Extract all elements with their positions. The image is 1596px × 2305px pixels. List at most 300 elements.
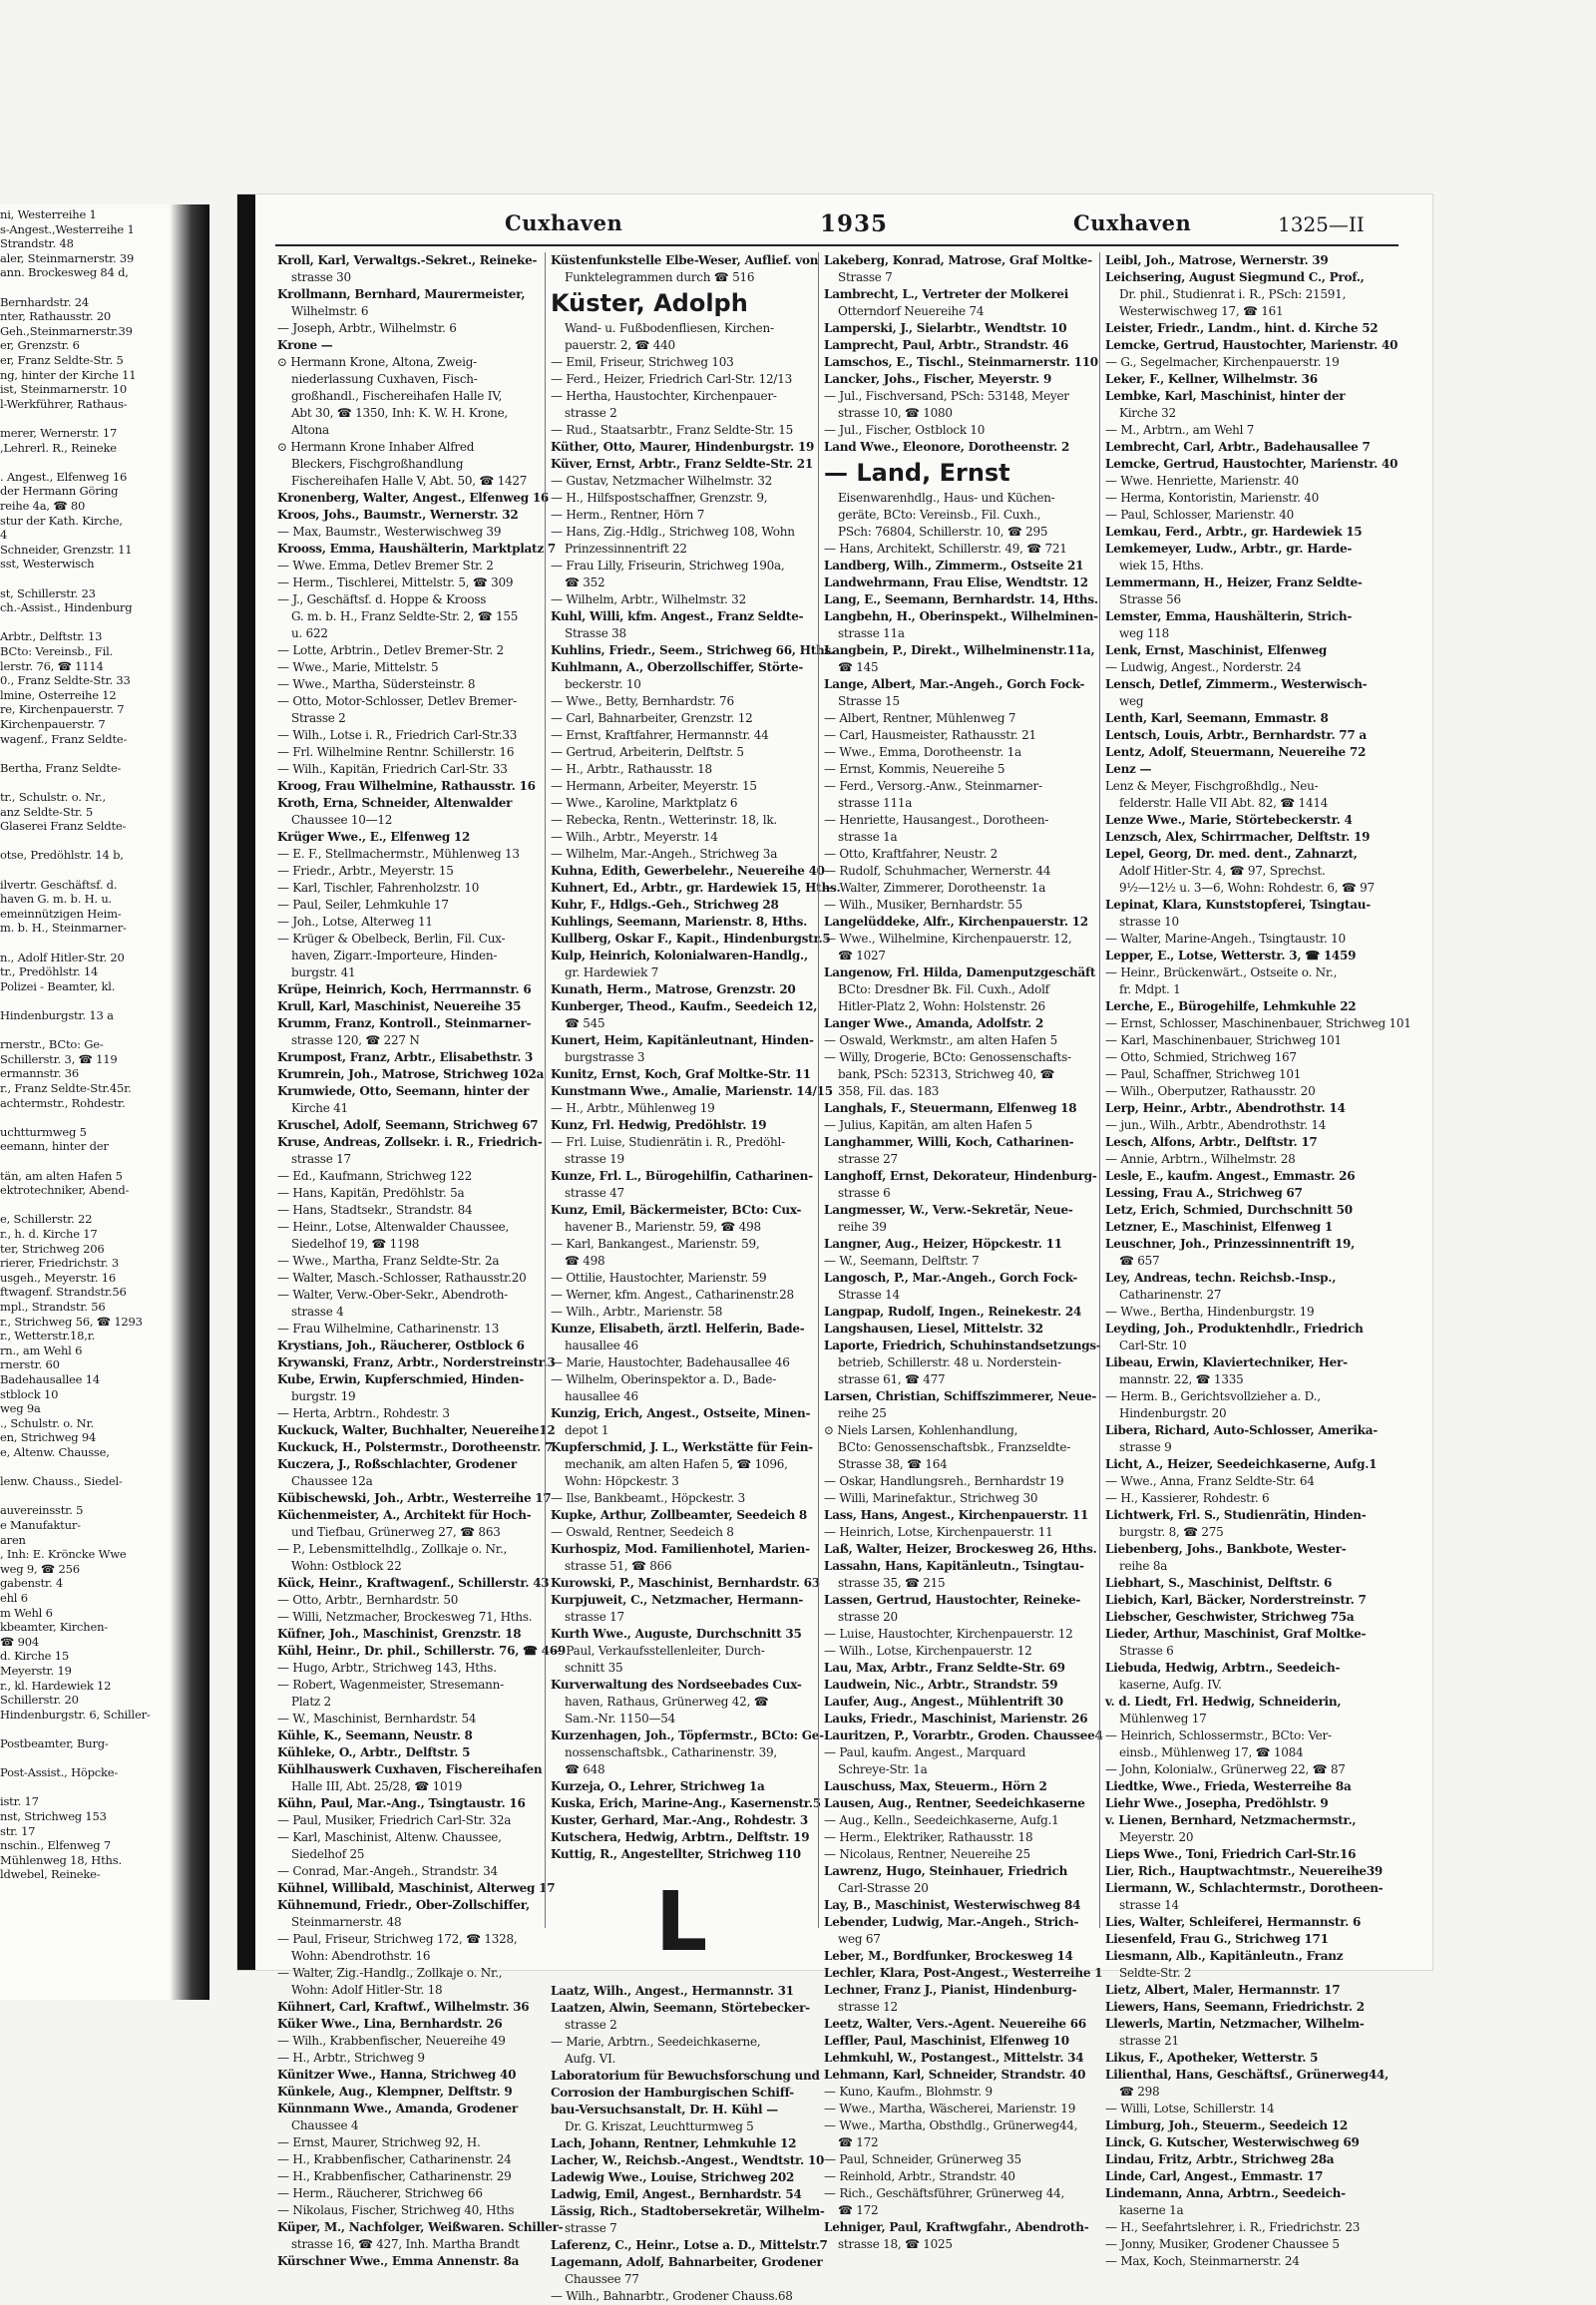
advertisement-heading: — Land, Ernst bbox=[824, 459, 1010, 487]
previous-page-line: Strandstr. 48 bbox=[0, 236, 74, 251]
entry-line: ⊙ Niels Larsen, Kohlenhandlung, bbox=[824, 1423, 1018, 1437]
entry-name-line: Langenow, Frl. Hilda, Damenputzgeschäft bbox=[824, 965, 1096, 979]
entry-continuation-line: Platz 2 bbox=[291, 1695, 331, 1709]
previous-page-line: ., Schulstr. o. Nr. bbox=[0, 1415, 95, 1430]
entry-continuation-line: mechanik, am alten Hafen 5, ☎ 1096, bbox=[565, 1457, 788, 1471]
previous-page-line: uchtturmweg 5 bbox=[0, 1124, 87, 1139]
entry-continuation-line: Strasse 14 bbox=[838, 1288, 900, 1302]
previous-page-line: Schneider, Grenzstr. 11 bbox=[0, 542, 133, 557]
entry-name-line: Langhammer, Willi, Koch, Catharinen- bbox=[824, 1135, 1074, 1149]
previous-page-line: Bernhardstr. 24 bbox=[0, 294, 89, 309]
entry-line: — Albert, Rentner, Mühlenweg 7 bbox=[824, 711, 1016, 725]
previous-page-line: l-Werkführer, Rathaus- bbox=[0, 396, 128, 411]
previous-page-line: rn., am Wehl 6 bbox=[0, 1343, 83, 1357]
entry-line: — E. F., Stellmachermstr., Mühlenweg 13 bbox=[277, 847, 520, 861]
entry-line: — Walter, Masch.-Schlosser, Rathausstr.20 bbox=[277, 1271, 527, 1285]
entry-line: — Frau Lilly, Friseurin, Strichweg 190a, bbox=[551, 559, 785, 573]
entry-continuation-line: strasse 61, ☎ 477 bbox=[838, 1372, 946, 1386]
header-year: 1935 bbox=[820, 210, 889, 237]
entry-line: — John, Kolonialw., Grünerweg 22, ☎ 87 bbox=[1105, 1762, 1346, 1776]
entry-continuation-line: G. m. b. H., Franz Seldte-Str. 2, ☎ 155 bbox=[291, 609, 519, 623]
entry-continuation-line: hausallee 46 bbox=[565, 1389, 638, 1403]
entry-name-line: Lechner, Franz J., Pianist, Hindenburg- bbox=[824, 1983, 1077, 1997]
entry-name-line: Kutschera, Hedwig, Arbtrn., Delftstr. 19 bbox=[551, 1830, 810, 1844]
entry-name-line: Liedtke, Wwe., Frieda, Westerreihe 8a bbox=[1105, 1779, 1352, 1793]
entry-line: — Wwe., Marie, Mittelstr. 5 bbox=[277, 660, 439, 674]
previous-page-line: stblock 10 bbox=[0, 1386, 59, 1401]
entry-name-line: Lambrecht, L., Vertreter der Molkerei bbox=[824, 287, 1069, 301]
entry-name-line: Lange, Albert, Mar.-Angeh., Gorch Fock- bbox=[824, 677, 1085, 691]
previous-page-line: aler, Steinmarnerstr. 39 bbox=[0, 250, 135, 265]
entry-name-line: Laudwein, Nic., Arbtr., Strandstr. 59 bbox=[824, 1678, 1058, 1692]
entry-name-line: Kronenberg, Walter, Angest., Elfenweg 16 bbox=[277, 491, 550, 505]
previous-page-line: rierer, Friedrichstr. 3 bbox=[0, 1256, 119, 1271]
entry-name-line: Lamprecht, Paul, Arbtr., Strandstr. 46 bbox=[824, 338, 1069, 352]
entry-line: — Paul, Schaffner, Strichweg 101 bbox=[1105, 1067, 1302, 1081]
entry-name-line: Letzner, E., Maschinist, Elfenweg 1 bbox=[1105, 1220, 1333, 1234]
entry-line: Lenz & Meyer, Fischgroßhdlg., Neu- bbox=[1105, 779, 1319, 793]
entry-line: — H., Arbtr., Rathausstr. 18 bbox=[551, 762, 712, 776]
entry-name-line: Lechler, Klara, Post-Angest., Westerreihe 1 bbox=[824, 1966, 1103, 1980]
previous-page-line: ilvertr. Geschäftsf. d. bbox=[0, 877, 118, 892]
entry-line: — Jul., Fischversand, PSch: 53148, Meyer bbox=[824, 389, 1069, 403]
previous-page-line: st, Schillerstr. 23 bbox=[0, 585, 96, 600]
entry-line: — M., Arbtrn., am Wehl 7 bbox=[1105, 423, 1255, 437]
entry-line: — Frau Wilhelmine, Catharinenstr. 13 bbox=[277, 1322, 500, 1336]
entry-name-line: Krumm, Franz, Kontroll., Steinmarner- bbox=[277, 1016, 532, 1030]
entry-line: — Oskar, Handlungsreh., Bernhardstr 19 bbox=[824, 1474, 1064, 1488]
entry-continuation-line: Kirche 41 bbox=[291, 1101, 348, 1115]
column-divider bbox=[545, 252, 546, 1928]
entry-name-line: Lier, Rich., Hauptwachtmstr., Neuereihe39 bbox=[1105, 1864, 1384, 1878]
entry-name-line: Liebhart, S., Maschinist, Delftstr. 6 bbox=[1105, 1576, 1333, 1590]
entry-name-line: Küver, Ernst, Arbtr., Franz Seldte-Str. 21 bbox=[551, 457, 813, 471]
entry-continuation-line: Dr. phil., Studienrat i. R., PSch: 21591, bbox=[1119, 287, 1347, 301]
entry-name-line: Kurzeja, O., Lehrer, Strichweg 1a bbox=[551, 1779, 765, 1793]
entry-continuation-line: bank, PSch: 52313, Strichweg 40, ☎ bbox=[838, 1067, 1055, 1081]
previous-page-line: rnerstr., BCto: Ge- bbox=[0, 1037, 104, 1052]
entry-continuation-line: Schreye-Str. 1a bbox=[838, 1762, 928, 1776]
entry-name-line: Kuttig, R., Angestellter, Strichweg 110 bbox=[551, 1847, 801, 1861]
entry-line: — Nicolaus, Rentner, Neuereihe 25 bbox=[824, 1847, 1030, 1861]
previous-page-line: ldwebel, Reineke- bbox=[0, 1867, 101, 1882]
entry-name-line: Lehmkuhl, W., Postangest., Mittelstr. 34 bbox=[824, 2051, 1084, 2065]
entry-name-line: Leichsering, August Siegmund C., Prof., bbox=[1105, 270, 1365, 284]
entry-name-line: Lenk, Ernst, Maschinist, Elfenweg bbox=[1105, 643, 1327, 657]
column-divider bbox=[818, 252, 819, 1928]
entry-line: — Wwe., Anna, Franz Seldte-Str. 64 bbox=[1105, 1474, 1315, 1488]
previous-page-line: aren bbox=[0, 1532, 26, 1547]
entry-name-line: Kunath, Herm., Matrose, Grenzstr. 20 bbox=[551, 982, 796, 996]
entry-line: — Heinr., Lotse, Altenwalder Chaussee, bbox=[277, 1220, 510, 1234]
entry-continuation-line: strasse 19 bbox=[565, 1152, 624, 1166]
previous-page-line: er, Grenzstr. 6 bbox=[0, 338, 80, 353]
entry-name-line: Kuhlings, Seemann, Marienstr. 8, Hths. bbox=[551, 915, 808, 929]
entry-continuation-line: strasse 17 bbox=[291, 1152, 351, 1166]
entry-continuation-line: Wohn: Höpckestr. 3 bbox=[565, 1474, 679, 1488]
entry-name-line: Leuschner, Joh., Prinzessinnentrift 19, bbox=[1105, 1237, 1356, 1251]
entry-line: — Gustav, Netzmacher Wilhelmstr. 32 bbox=[551, 474, 773, 488]
entry-line: — Walter, Marine-Angeh., Tsingtaustr. 10 bbox=[1105, 932, 1346, 946]
entry-name-line: Langshausen, Liesel, Mittelstr. 32 bbox=[824, 1322, 1043, 1336]
previous-page-line: ektrotechniker, Abend- bbox=[0, 1183, 130, 1198]
entry-continuation-line: großhandl., Fischereihafen Halle IV, bbox=[291, 389, 503, 403]
entry-name-line: Krone — bbox=[277, 338, 333, 352]
previous-page-line: Postbeamter, Burg- bbox=[0, 1736, 109, 1750]
entry-name-line: Kurth Wwe., Auguste, Durchschnitt 35 bbox=[551, 1627, 802, 1641]
entry-name-line: Kruschel, Adolf, Seemann, Strichweg 67 bbox=[277, 1118, 539, 1132]
entry-name-line: Kube, Erwin, Kupferschmied, Hinden- bbox=[277, 1372, 525, 1386]
entry-line: — Hugo, Arbtr., Strichweg 143, Hths. bbox=[277, 1661, 497, 1675]
entry-line: — Willi, Lotse, Schillerstr. 14 bbox=[1105, 2102, 1275, 2115]
entry-continuation-line: weg 118 bbox=[1119, 626, 1170, 640]
previous-page-line: rnerstr. 60 bbox=[0, 1357, 60, 1372]
entry-continuation-line: fr. Mdpt. 1 bbox=[1119, 982, 1181, 996]
entry-continuation-line: Seldte-Str. 2 bbox=[1119, 1966, 1192, 1980]
entry-line: — Rebecka, Rentn., Wetterinstr. 18, lk. bbox=[551, 813, 777, 827]
entry-name-line: Krumrein, Joh., Matrose, Strichweg 102a bbox=[277, 1067, 545, 1081]
entry-name-line: Liesenfeld, Frau G., Strichweg 171 bbox=[1105, 1932, 1329, 1946]
entry-line: — H., Kassierer, Rohdestr. 6 bbox=[1105, 1491, 1270, 1505]
entry-continuation-line: strasse 20 bbox=[838, 1610, 898, 1624]
entry-name-line: Linck, G. Kutscher, Westerwischweg 69 bbox=[1105, 2135, 1360, 2149]
entry-name-line: Liermann, W., Schlachtermstr., Dorotheen- bbox=[1105, 1881, 1384, 1895]
column-1 bbox=[277, 252, 566, 2268]
entry-name-line: Kuckuck, Walter, Buchhalter, Neuereihe12 bbox=[277, 1423, 556, 1437]
entry-name-line: Kühnert, Carl, Kraftwf., Wilhelmstr. 36 bbox=[277, 2000, 530, 2014]
entry-name-line: Krüpe, Heinrich, Koch, Herrmannstr. 6 bbox=[277, 982, 532, 996]
entry-name-line: Lenze Wwe., Marie, Störtebeckerstr. 4 bbox=[1105, 813, 1353, 827]
previous-page-line: nst, Strichweg 153 bbox=[0, 1809, 107, 1823]
previous-page-line: tr., Schulstr. o. Nr., bbox=[0, 790, 106, 804]
entry-line: — Joseph, Arbtr., Wilhelmstr. 6 bbox=[277, 321, 457, 335]
entry-name-line: Landwehrmann, Frau Elise, Wendtstr. 12 bbox=[824, 576, 1088, 589]
entry-name-line: Krumwiede, Otto, Seemann, hinter der bbox=[277, 1084, 530, 1098]
previous-page-line: stur der Kath. Kirche, bbox=[0, 513, 123, 528]
entry-name-line: Kunitz, Ernst, Koch, Graf Moltke-Str. 11 bbox=[551, 1067, 811, 1081]
entry-name-line: Lensch, Detlef, Zimmerm., Westerwisch- bbox=[1105, 677, 1368, 691]
entry-name-line: Lehniger, Paul, Kraftwgfahr., Abendroth- bbox=[824, 2220, 1089, 2234]
entry-line: — Ilse, Bankbeamt., Höpckestr. 3 bbox=[551, 1491, 745, 1505]
entry-continuation-line: Chaussee 10—12 bbox=[291, 813, 393, 827]
entry-line: — Otto, Kraftfahrer, Neustr. 2 bbox=[824, 847, 998, 861]
entry-name-line: Lenzsch, Alex, Schirrmacher, Delftstr. 19 bbox=[1105, 830, 1371, 844]
entry-name-line: Kunberger, Theod., Kaufm., Seedeich 12, bbox=[551, 999, 818, 1013]
entry-name-line: Lach, Johann, Rentner, Lehmkuhle 12 bbox=[551, 2136, 797, 2150]
entry-continuation-line: Altona bbox=[291, 423, 329, 437]
entry-name-line: Lentz, Adolf, Steuermann, Neuereihe 72 bbox=[1105, 745, 1367, 759]
entry-name-line: Künkele, Aug., Klempner, Delftstr. 9 bbox=[277, 2085, 513, 2099]
entry-name-line: Kulp, Heinrich, Kolonialwaren-Handlg., bbox=[551, 949, 808, 962]
entry-line: — Frl. Luise, Studienrätin i. R., Predöhl- bbox=[551, 1135, 785, 1149]
entry-name-line: Lesle, E., kaufm. Angest., Emmastr. 26 bbox=[1105, 1169, 1356, 1183]
entry-name-line: Kübischewski, Joh., Arbtr., Westerreihe 17 bbox=[277, 1491, 552, 1505]
entry-name-line: Krollmann, Bernhard, Maurermeister, bbox=[277, 287, 526, 301]
entry-continuation-line: Wohn: Adolf Hitler-Str. 18 bbox=[291, 1983, 443, 1997]
entry-name-line: Lakeberg, Konrad, Matrose, Graf Moltke- bbox=[824, 253, 1092, 267]
entry-line: — Annie, Arbtrn., Wilhelmstr. 28 bbox=[1105, 1152, 1296, 1166]
previous-page-line: 0., Franz Seldte-Str. 33 bbox=[0, 673, 131, 688]
entry-name-line: Leker, F., Kellner, Wilhelmstr. 36 bbox=[1105, 372, 1318, 386]
entry-continuation-line: strasse 4 bbox=[291, 1305, 344, 1319]
previous-page-line: tr., Predöhlstr. 14 bbox=[0, 964, 99, 979]
entry-continuation-line: kaserne, Aufg. IV. bbox=[1119, 1678, 1222, 1692]
entry-line: — Wilh., Lotse i. R., Friedrich Carl-Str.33 bbox=[277, 728, 518, 742]
entry-name-line: Leetz, Walter, Vers.-Agent. Neuereihe 66 bbox=[824, 2017, 1086, 2031]
previous-page-line: mpl., Strandstr. 56 bbox=[0, 1300, 106, 1314]
entry-name-line: Kruse, Andreas, Zollsekr. i. R., Friedrich- bbox=[277, 1135, 543, 1149]
entry-line: — Paul, kaufm. Angest., Marquard bbox=[824, 1745, 1026, 1759]
directory-page bbox=[237, 194, 1432, 2303]
entry-line: — Wwe., Martha, Obsthdlg., Grünerweg44, bbox=[824, 2118, 1078, 2132]
entry-name-line: Lepinat, Klara, Kunststopferei, Tsingtau- bbox=[1105, 898, 1371, 912]
entry-line: — Hans, Stadtsekr., Strandstr. 84 bbox=[277, 1203, 473, 1217]
entry-name-line: Lies, Walter, Schleiferei, Hermannstr. 6 bbox=[1105, 1915, 1362, 1929]
entry-line: — Herta, Arbtrn., Rohdestr. 3 bbox=[277, 1406, 450, 1420]
entry-line: — Ernst, Kommis, Neuereihe 5 bbox=[824, 762, 1005, 776]
entry-line: — Herm., Räucherer, Strichweg 66 bbox=[277, 2186, 483, 2200]
entry-name-line: Laatzen, Alwin, Seemann, Störtebecker- bbox=[551, 2001, 810, 2015]
entry-line: — Herm. B., Gerichtsvollzieher a. D., bbox=[1105, 1389, 1321, 1403]
entry-name-line: Lässig, Rich., Stadtobersekretär, Wilhelm- bbox=[551, 2204, 825, 2218]
entry-name-line: Kunzig, Erich, Angest., Ostseite, Minen- bbox=[551, 1406, 811, 1420]
entry-line: — J., Geschäftsf. d. Hoppe & Krooss bbox=[277, 592, 487, 606]
page-header bbox=[255, 210, 1432, 242]
entry-name-line: Lembrecht, Carl, Arbtr., Badehausallee 7 bbox=[1105, 440, 1371, 454]
previous-page-line: lerstr. 76, ☎ 1114 bbox=[0, 658, 104, 673]
entry-continuation-line: BCto: Dresdner Bk. Fil. Cuxh., Adolf bbox=[838, 982, 1049, 996]
entry-line: — Ludwig, Angest., Norderstr. 24 bbox=[1105, 660, 1302, 674]
entry-name-line: Küper, M., Nachfolger, Weißwaren. Schiller- bbox=[277, 2220, 564, 2234]
entry-name-line: Lass, Hans, Angest., Kirchenpauerstr. 11 bbox=[824, 1508, 1089, 1522]
entry-name-line: Lancker, Johs., Fischer, Meyerstr. 9 bbox=[824, 372, 1052, 386]
previous-page-line: ehl 6 bbox=[0, 1591, 28, 1605]
entry-continuation-line: beckerstr. 10 bbox=[565, 677, 641, 691]
previous-page-line: Glaserei Franz Seldte- bbox=[0, 819, 127, 834]
entry-continuation-line: ☎ 172 bbox=[838, 2135, 879, 2149]
entry-name-line: Langbehn, H., Oberinspekt., Wilhelminen- bbox=[824, 609, 1098, 623]
entry-line: — Wilhelm, Arbtr., Wilhelmstr. 32 bbox=[551, 592, 746, 606]
entry-line: — Wilhelm, Mar.-Angeh., Strichweg 3a bbox=[551, 847, 778, 861]
entry-continuation-line: Carl-Str. 10 bbox=[1119, 1339, 1187, 1352]
entry-name-line: Libeau, Erwin, Klaviertechniker, Her- bbox=[1105, 1355, 1348, 1369]
section-letter: L bbox=[654, 1875, 707, 1970]
entry-continuation-line: Chaussee 4 bbox=[291, 2118, 359, 2132]
entry-continuation-line: strasse 111a bbox=[838, 796, 913, 810]
entry-line: — Heinrich, Lotse, Kirchenpauerstr. 11 bbox=[824, 1525, 1053, 1539]
previous-page-line: ni, Westerreihe 1 bbox=[0, 207, 97, 221]
entry-line: — jun., Wilh., Arbtr., Abendrothstr. 14 bbox=[1105, 1118, 1327, 1132]
entry-line: — Wilh., Kapitän, Friedrich Carl-Str. 33 bbox=[277, 762, 508, 776]
entry-continuation-line: schnitt 35 bbox=[565, 1661, 623, 1675]
entry-line: — Hermann, Arbeiter, Meyerstr. 15 bbox=[551, 779, 757, 793]
entry-name-line: Küker Wwe., Lina, Bernhardstr. 26 bbox=[277, 2017, 503, 2031]
entry-name-line: Laß, Walter, Heizer, Brockesweg 26, Hths. bbox=[824, 1542, 1097, 1556]
previous-page-line: lenw. Chauss., Siedel- bbox=[0, 1474, 123, 1489]
entry-name-line: v. d. Liedt, Frl. Hedwig, Schneiderin, bbox=[1105, 1695, 1342, 1709]
entry-name-line: Kuhr, F., Hdlgs.-Geh., Strichweg 28 bbox=[551, 898, 779, 912]
entry-name-line: Langer Wwe., Amanda, Adolfstr. 2 bbox=[824, 1016, 1044, 1030]
entry-continuation-line: niederlassung Cuxhaven, Fisch- bbox=[291, 372, 478, 386]
entry-line: — Ernst, Maurer, Strichweg 92, H. bbox=[277, 2135, 481, 2149]
entry-continuation-line: strasse 9 bbox=[1119, 1440, 1172, 1454]
entry-continuation-line: Mühlenweg 17 bbox=[1119, 1712, 1207, 1726]
previous-page-line: Bertha, Franz Seldte- bbox=[0, 760, 122, 775]
entry-line: — Ottilie, Haustochter, Marienstr. 59 bbox=[551, 1271, 767, 1285]
entry-name-line: Lagemann, Adolf, Bahnarbeiter, Grodener bbox=[551, 2255, 823, 2269]
entry-line: — W., Maschinist, Bernhardstr. 54 bbox=[277, 1712, 477, 1726]
entry-continuation-line: Strasse 38 bbox=[565, 626, 626, 640]
entry-name-line: Liesmann, Alb., Kapitänleutn., Franz bbox=[1105, 1949, 1344, 1963]
entry-name-line: Laboratorium für Bewuchsforschung und bbox=[551, 2069, 820, 2083]
entry-name-line: Corrosion der Hamburgischen Schiff- bbox=[551, 2086, 794, 2100]
entry-name-line: Kück, Heinr., Kraftwagenf., Schillerstr. 43 bbox=[277, 1576, 550, 1590]
entry-line: — Ernst, Kraftfahrer, Hermannstr. 44 bbox=[551, 728, 769, 742]
entry-name-line: Liebscher, Geschwister, Strichweg 75a bbox=[1105, 1610, 1355, 1624]
entry-name-line: Lindau, Fritz, Arbtr., Strichweg 28a bbox=[1105, 2152, 1335, 2166]
entry-line: — Willi, Marinefaktur., Strichweg 30 bbox=[824, 1491, 1038, 1505]
entry-line: — Hans, Architekt, Schillerstr. 49, ☎ 721 bbox=[824, 542, 1067, 556]
entry-name-line: Lassahn, Hans, Kapitänleutn., Tsingtau- bbox=[824, 1559, 1084, 1573]
entry-name-line: Lindemann, Anna, Arbtrn., Seedeich- bbox=[1105, 2186, 1346, 2200]
entry-name-line: Landberg, Wilh., Zimmerm., Ostseite 21 bbox=[824, 559, 1084, 573]
entry-name-line: Lauritzen, P., Vorarbtr., Groden. Chaussee4 bbox=[824, 1729, 1103, 1742]
entry-name-line: Kurverwaltung des Nordseebades Cux- bbox=[551, 1678, 802, 1692]
entry-continuation-line: ☎ 545 bbox=[565, 1016, 605, 1030]
entry-name-line: Lepper, E., Lotse, Wetterstr. 3, ☎ 1459 bbox=[1105, 949, 1357, 962]
previous-page-line: anz Seldte-Str. 5 bbox=[0, 804, 93, 819]
entry-name-line: Laufer, Aug., Angest., Mühlentrift 30 bbox=[824, 1695, 1063, 1709]
previous-page-line: eemann, hinter der bbox=[0, 1139, 109, 1154]
entry-continuation-line: Funktelegrammen durch ☎ 516 bbox=[565, 270, 755, 284]
entry-continuation-line: nossenschaftsbk., Catharinenstr. 39, bbox=[565, 1745, 777, 1759]
entry-continuation-line: Chaussee 77 bbox=[565, 2272, 639, 2286]
previous-page-line: Meyerstr. 19 bbox=[0, 1664, 72, 1678]
entry-line: — Hertha, Haustochter, Kirchenpauer- bbox=[551, 389, 777, 403]
entry-continuation-line: strasse 2 bbox=[565, 406, 617, 420]
entry-line: — Wwe., Betty, Bernhardstr. 76 bbox=[551, 694, 734, 708]
entry-continuation-line: Sam.-Nr. 1150—54 bbox=[565, 1712, 675, 1726]
entry-line: — Ferd., Versorg.-Anw., Steinmarner- bbox=[824, 779, 1042, 793]
previous-page-line: nter, Rathausstr. 20 bbox=[0, 309, 112, 324]
entry-line: — Oswald, Werkmstr., am alten Hafen 5 bbox=[824, 1033, 1057, 1047]
entry-line: — P., Lebensmittelhdlg., Zollkaje o. Nr., bbox=[277, 1542, 508, 1556]
entry-name-line: Liebenberg, Johs., Bankbote, Wester- bbox=[1105, 1542, 1347, 1556]
entry-line: — Karl, Bankangest., Marienstr. 59, bbox=[551, 1237, 760, 1251]
entry-line: — Willy, Drogerie, BCto: Genossenschafts- bbox=[824, 1050, 1071, 1064]
entry-name-line: Küfner, Joh., Maschinist, Grenzstr. 18 bbox=[277, 1627, 522, 1641]
entry-name-line: Künnmann Wwe., Amanda, Grodener bbox=[277, 2102, 518, 2115]
previous-page-line: Polizei - Beamter, kl. bbox=[0, 978, 116, 993]
entry-name-line: Liebich, Karl, Bäcker, Norderstreinstr. 7 bbox=[1105, 1593, 1367, 1607]
entry-name-line: Laporte, Friedrich, Schuhinstandsetzungs- bbox=[824, 1339, 1101, 1352]
entry-continuation-line: strasse 1a bbox=[838, 830, 898, 844]
entry-continuation-line: Strasse 38, ☎ 164 bbox=[838, 1457, 948, 1471]
entry-line: — Rudolf, Schuhmacher, Wernerstr. 44 bbox=[824, 864, 1051, 878]
previous-page-line: ☎ 904 bbox=[0, 1634, 39, 1649]
entry-name-line: Lesch, Alfons, Arbtr., Delftstr. 17 bbox=[1105, 1135, 1318, 1149]
entry-line: — Herm., Elektriker, Rathausstr. 18 bbox=[824, 1830, 1033, 1844]
previous-page-fragment bbox=[0, 204, 198, 2000]
entry-name-line: Kupke, Arthur, Zollbeamter, Seedeich 8 bbox=[551, 1508, 807, 1522]
entry-name-line: Linde, Carl, Angest., Emmastr. 17 bbox=[1105, 2169, 1324, 2183]
entry-continuation-line: strasse 17 bbox=[565, 1610, 624, 1624]
entry-name-line: Lichtwerk, Frl. S., Studienrätin, Hinden- bbox=[1105, 1508, 1367, 1522]
entry-continuation-line: ☎ 648 bbox=[565, 1762, 605, 1776]
entry-name-line: Kurowski, P., Maschinist, Bernhardstr. 63 bbox=[551, 1576, 820, 1590]
entry-line: — Aug., Kelln., Seedeichkaserne, Aufg.1 bbox=[824, 1813, 1059, 1827]
entry-name-line: Lieder, Arthur, Maschinist, Graf Moltke- bbox=[1105, 1627, 1367, 1641]
entry-line: — Wilh., Arbtr., Meyerstr. 14 bbox=[551, 830, 718, 844]
entry-line: — Paul, Friseur, Strichweg 172, ☎ 1328, bbox=[277, 1932, 518, 1946]
entry-name-line: Kurzenhagen, Joh., Töpfermstr., BCto: Ge- bbox=[551, 1729, 824, 1742]
entry-continuation-line: strasse 51, ☎ 866 bbox=[565, 1559, 672, 1573]
entry-line: — Wilh., Krabbenfischer, Neuereihe 49 bbox=[277, 2034, 506, 2048]
entry-line: — Emil, Friseur, Strichweg 103 bbox=[551, 355, 734, 369]
entry-continuation-line: ☎ 352 bbox=[565, 576, 605, 589]
entry-line: — Walter, Zimmerer, Dorotheenstr. 1a bbox=[824, 881, 1046, 895]
previous-page-line: Post-Assist., Höpcke- bbox=[0, 1765, 119, 1780]
entry-name-line: Kupferschmid, J. L., Werkstätte für Fein- bbox=[551, 1440, 813, 1454]
entry-name-line: Kuhlmann, A., Oberzollschiffer, Störte- bbox=[551, 660, 804, 674]
entry-continuation-line: strasse 27 bbox=[838, 1152, 898, 1166]
entry-continuation-line: Siedelhof 25 bbox=[291, 1847, 365, 1861]
entry-line: — Wilh., Oberputzer, Rathausstr. 20 bbox=[1105, 1084, 1316, 1098]
previous-page-line: der Hermann Göring bbox=[0, 484, 119, 499]
entry-continuation-line: Chaussee 12a bbox=[291, 1474, 373, 1488]
entry-line: — Wilhelm, Oberinspektor a. D., Bade- bbox=[551, 1372, 777, 1386]
entry-continuation-line: Wohn: Ostblock 22 bbox=[291, 1559, 402, 1573]
entry-name-line: Küther, Otto, Maurer, Hindenburgstr. 19 bbox=[551, 440, 815, 454]
entry-continuation-line: strasse 120, ☎ 227 N bbox=[291, 1033, 420, 1047]
entry-line: — H., Krabbenfischer, Catharinenstr. 24 bbox=[277, 2152, 512, 2166]
entry-name-line: Kunze, Frl. L., Bürogehilfin, Catharinen- bbox=[551, 1169, 813, 1183]
entry-continuation-line: strasse 7 bbox=[565, 2221, 617, 2235]
entry-name-line: Limburg, Joh., Steuerm., Seedeich 12 bbox=[1105, 2118, 1348, 2132]
entry-continuation-line: Otterndorf Neuereihe 74 bbox=[838, 304, 985, 318]
entry-name-line: Kullberg, Oskar F., Kapit., Hindenburgstr.5 bbox=[551, 932, 831, 946]
entry-line: — Lotte, Arbtrin., Detlev Bremer-Str. 2 bbox=[277, 643, 505, 657]
entry-name-line: Lebender, Ludwig, Mar.-Angeh., Strich- bbox=[824, 1915, 1079, 1929]
entry-name-line: Kroth, Erna, Schneider, Altenwalder bbox=[277, 796, 513, 810]
entry-continuation-line: burgstr. 8, ☎ 275 bbox=[1119, 1525, 1224, 1539]
entry-name-line: Langhals, F., Steuermann, Elfenweg 18 bbox=[824, 1101, 1077, 1115]
entry-line: ⊙ Hermann Krone, Altona, Zweig- bbox=[277, 355, 477, 369]
entry-name-line: Liebuda, Hedwig, Arbtrn., Seedeich- bbox=[1105, 1661, 1341, 1675]
previous-page-line: usgeh., Meyerstr. 16 bbox=[0, 1270, 116, 1285]
entry-line: — Paul, Musiker, Friedrich Carl-Str. 32a bbox=[277, 1813, 512, 1827]
previous-page-line: 4 bbox=[0, 528, 8, 543]
entry-name-line: Kurhospiz, Mod. Familienhotel, Marien- bbox=[551, 1542, 810, 1556]
entry-continuation-line: strasse 10, ☎ 1080 bbox=[838, 406, 953, 420]
entry-line: — Hans, Zig.-Hdlg., Strichweg 108, Wohn bbox=[551, 525, 795, 539]
column-3 bbox=[824, 252, 1103, 2251]
entry-name-line: Kuhl, Willi, kfm. Angest., Franz Seldte- bbox=[551, 609, 804, 623]
entry-name-line: Lemmermann, H., Heizer, Franz Seldte- bbox=[1105, 576, 1363, 589]
previous-page-line: Badehausallee 14 bbox=[0, 1372, 100, 1386]
previous-page-line: merer, Wernerstr. 17 bbox=[0, 426, 118, 440]
entry-line: — H., Hilfspostschaffner, Grenzstr. 9, bbox=[551, 491, 768, 505]
entry-continuation-line: Aufg. VI. bbox=[565, 2052, 616, 2066]
entry-name-line: Lenz — bbox=[1105, 762, 1152, 776]
entry-continuation-line: Catharinenstr. 27 bbox=[1119, 1288, 1222, 1302]
entry-line: — Jonny, Musiker, Grodener Chaussee 5 bbox=[1105, 2237, 1340, 2251]
entry-continuation-line: strasse 35, ☎ 215 bbox=[838, 1576, 946, 1590]
entry-name-line: Kühn, Paul, Mar.-Ang., Tsingtaustr. 16 bbox=[277, 1796, 526, 1810]
entry-line: — G., Segelmacher, Kirchenpauerstr. 19 bbox=[1105, 355, 1340, 369]
previous-page-line: r., kl. Hardewiek 12 bbox=[0, 1678, 112, 1693]
entry-continuation-line: und Tiefbau, Grünerweg 27, ☎ 863 bbox=[291, 1525, 501, 1539]
